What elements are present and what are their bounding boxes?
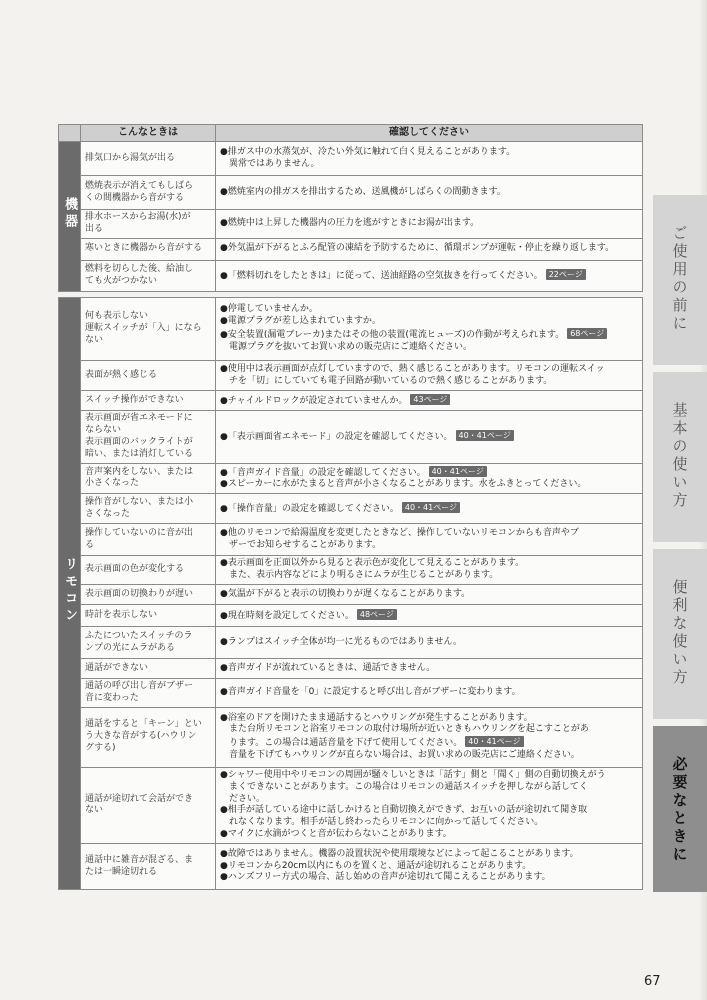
check-line <box>220 218 638 230</box>
condition-text: 燃料を切らした後、給油し <box>85 263 194 274</box>
condition-text: スイッチ操作ができない <box>85 394 184 405</box>
table-row <box>59 707 643 767</box>
page-reference-badge[interactable]: 68ページ <box>567 328 607 339</box>
side-tab-label: 必要なときに <box>670 756 689 864</box>
table-row <box>59 298 643 361</box>
check-line <box>220 376 638 388</box>
check-line <box>220 782 638 794</box>
condition-text: 何も表示しない <box>85 311 149 322</box>
check-text: ●音声ガイド音量を「0」に設定すると呼び出し音がブザーに変わります。 <box>220 686 521 697</box>
header-condition: こんなときは <box>81 125 216 142</box>
condition-cell <box>81 260 216 291</box>
check-text: ●他のリモコンで給湯温度を変更したときなど、操作していないリモコンからも音声やブ <box>220 527 579 538</box>
condition-cell <box>81 494 216 524</box>
side-tab-label: 便利な使い方 <box>670 579 689 687</box>
remocon-troubleshooting-table <box>58 297 643 890</box>
condition-text: 小さくなった <box>85 478 140 489</box>
condition-cell <box>81 411 216 464</box>
check-text: ●シャワー使用中やリモコンの周囲が騒々しいときは「話す」側と「聞く」側の自動切換えがう <box>220 769 606 780</box>
check-cell <box>216 679 643 708</box>
condition-cell <box>81 707 216 767</box>
table-row <box>59 679 643 708</box>
condition-cell <box>81 391 216 411</box>
condition-cell <box>81 767 216 843</box>
check-text: ●排ガス中の水蒸気が、冷たい外気に触れて白く見えることがあります。 <box>220 146 516 157</box>
condition-text: 暗い、または消灯している <box>85 448 194 459</box>
check-cell <box>216 707 643 767</box>
condition-text: 通話の呼び出し音がブザー <box>85 681 194 691</box>
condition-text: 排水ホースからお湯(水)が <box>85 212 191 222</box>
table-row <box>59 463 643 494</box>
condition-cell <box>81 679 216 708</box>
condition-text: 排気口から湯気が出る <box>85 152 176 163</box>
table-row <box>59 210 643 239</box>
check-text: ●ランプはスイッチ全体が均一に光るものではありません。 <box>220 636 463 647</box>
check-cell <box>216 556 643 585</box>
section-label-text: リモコン <box>62 556 78 625</box>
check-cell <box>216 238 643 260</box>
check-text: 電源プラグを抜いてお買い求めの販売店にご連絡ください。 <box>229 341 473 352</box>
condition-text: くの間機器から音がする <box>85 192 185 203</box>
table-row <box>59 238 643 260</box>
page-reference-badge[interactable]: 40・41ページ <box>402 502 460 513</box>
check-line <box>220 364 638 376</box>
check-cell <box>216 176 643 210</box>
page-reference-badge[interactable]: 40・41ページ <box>456 430 514 441</box>
check-text: ●燃焼中は上昇した機器内の圧力を逃がすときにお湯が出ます。 <box>220 217 480 228</box>
check-text: ●電源プラグが差し込まれていますか。 <box>220 316 381 327</box>
side-tab-basic-use[interactable] <box>653 372 707 542</box>
check-line <box>220 430 638 444</box>
table-row <box>59 767 643 843</box>
condition-cell <box>81 659 216 679</box>
table-row <box>59 391 643 411</box>
check-text: ●「音声ガイド音量」の設定を確認してください。 <box>220 467 426 478</box>
condition-cell <box>81 142 216 176</box>
kiki-troubleshooting-table <box>58 124 643 292</box>
condition-text: 寒いときに機器から音がする <box>85 243 203 254</box>
check-line <box>220 805 638 817</box>
condition-text: ならない <box>85 424 122 435</box>
table-row <box>59 627 643 659</box>
check-line <box>220 817 638 829</box>
check-text: ●停電していませんか。 <box>220 304 318 315</box>
check-cell <box>216 494 643 524</box>
check-line <box>220 794 638 806</box>
condition-cell <box>81 524 216 556</box>
check-text: ●表示画面を正面以外から見ると表示色が変化して見えることがあります。 <box>220 558 525 569</box>
condition-cell <box>81 463 216 494</box>
check-text: ●ハンズフリー方式の場合、話し始めの音声が途切れて聞こえることがあります。 <box>220 872 551 883</box>
check-line <box>220 829 638 841</box>
page-reference-badge[interactable]: 48ページ <box>357 609 397 620</box>
table-row <box>59 142 643 176</box>
check-line <box>220 304 638 316</box>
condition-cell <box>81 210 216 239</box>
check-line <box>220 159 638 171</box>
check-line <box>220 558 638 570</box>
table-row <box>59 556 643 585</box>
condition-text: 表示画面が省エネモードに <box>85 413 193 423</box>
table-row <box>59 494 643 524</box>
section-label <box>59 142 81 292</box>
condition-text: ない <box>85 334 104 345</box>
check-line <box>220 328 638 342</box>
check-line <box>220 187 638 199</box>
check-line <box>220 269 638 283</box>
table-row <box>59 176 643 210</box>
check-text: ●「燃料切れをしたときは」に従って、送油経路の空気抜きを行ってください。 <box>220 270 543 281</box>
check-text: ●「表示画面省エネモード」の設定を確認してください。 <box>220 431 453 442</box>
check-cell <box>216 463 643 494</box>
check-text: ●気温が下がると表示の切換わりが遅くなることがあります。 <box>220 588 471 599</box>
check-cell <box>216 585 643 605</box>
check-line <box>220 466 638 480</box>
header-blank <box>59 125 81 142</box>
condition-cell <box>81 298 216 361</box>
check-text: ●外気温が下がるとふろ配管の凍結を予防するために、循環ポンプが運転・停止を繰り返します。 <box>220 243 615 254</box>
table-row <box>59 605 643 627</box>
check-line <box>220 479 638 491</box>
check-text: ります。この場合は通話音量を下げて使用してください。 <box>229 738 463 749</box>
check-line <box>220 770 638 782</box>
condition-text: ても火がつかない <box>85 275 158 286</box>
check-line <box>220 872 638 884</box>
table-row <box>59 844 643 890</box>
check-line <box>220 637 638 649</box>
check-text: ●「操作音量」の設定を確認してください。 <box>220 503 399 514</box>
condition-text: う大きな音がする(ハウリン <box>85 731 197 742</box>
check-text: ●リモコンから20cm以内にものを置くと、通話が途切れることがあります。 <box>220 860 532 871</box>
condition-text: 出る <box>85 223 104 234</box>
condition-text: グする) <box>85 743 116 754</box>
check-text: ●使用中は表示画面が点灯していますので、熱く感じることがあります。リモコンの運転スイッ <box>220 363 605 374</box>
check-cell <box>216 391 643 411</box>
check-line <box>220 589 638 601</box>
check-line <box>220 316 638 328</box>
condition-text: 通話中に雑音が混ざる、ま <box>85 854 194 865</box>
check-text: ●マイクに水滴がつくと音が伝わらないことがあります。 <box>220 829 452 840</box>
check-text: ださい。 <box>229 793 266 804</box>
check-text: ●相手が話している途中に話しかけると自動切換えができず、お互いの話が途切れて聞き取 <box>220 805 588 816</box>
check-cell <box>216 524 643 556</box>
table-row <box>59 260 643 291</box>
condition-text: さくなった <box>85 508 131 519</box>
side-tab-before-use[interactable] <box>653 195 707 365</box>
check-text: また台所リモコンと浴室リモコンの取付け場所が近いときもハウリングを起こすことがあ <box>229 724 589 735</box>
table-header-row <box>59 125 643 142</box>
side-tab-when-needed[interactable] <box>653 726 707 892</box>
check-line <box>220 528 638 540</box>
check-line <box>220 540 638 552</box>
check-line <box>220 849 638 861</box>
check-cell <box>216 605 643 627</box>
check-cell <box>216 659 643 679</box>
check-line <box>220 861 638 873</box>
condition-cell <box>81 585 216 605</box>
condition-text: ない <box>85 805 104 816</box>
check-cell <box>216 260 643 291</box>
condition-text: 燃焼表示が消えてもしばら <box>85 180 194 191</box>
condition-text: 操作音がしない、または小 <box>85 496 194 507</box>
check-text: 音量を下げてもハウリングが直らない場合は、お買い求めの販売店にご連絡ください。 <box>229 750 580 761</box>
condition-text: ンプの光にムラがある <box>85 642 176 653</box>
table-row <box>59 585 643 605</box>
check-text: 異常ではありません。 <box>229 158 320 169</box>
check-line <box>220 243 638 255</box>
condition-cell <box>81 844 216 890</box>
page-reference-badge[interactable]: 40・41ページ <box>429 466 487 477</box>
table-row <box>59 524 643 556</box>
page-reference-badge[interactable]: 22ページ <box>546 269 586 280</box>
side-tab-label: ご使用の前に <box>670 225 689 333</box>
check-cell <box>216 844 643 890</box>
condition-text: 表示画面のバックライトが <box>85 436 193 447</box>
check-line <box>220 609 638 623</box>
condition-text: 時計を表示しない <box>85 609 158 620</box>
header-check: 確認してください <box>216 125 643 142</box>
condition-text: 操作していないのに音が出 <box>85 527 194 538</box>
section-label-text: 機器 <box>62 196 78 231</box>
condition-text: 音声案内をしない、または <box>85 466 194 477</box>
check-text: ザーでお知らせすることがあります。 <box>229 539 382 550</box>
condition-text: 通話が途切れて会話ができ <box>85 793 194 804</box>
check-text: ●現在時刻を設定してください。 <box>220 610 354 621</box>
condition-text: 表面が熱く感じる <box>85 369 158 380</box>
check-text: まくできないことがあります。この場合はリモコンの通話スイッチを押しながら話してく <box>229 781 588 792</box>
table-row <box>59 659 643 679</box>
check-line <box>220 736 638 750</box>
check-cell <box>216 142 643 176</box>
condition-cell <box>81 556 216 585</box>
check-line <box>220 713 638 725</box>
condition-text: 音に変わった <box>85 692 139 703</box>
condition-cell <box>81 238 216 260</box>
condition-cell <box>81 361 216 391</box>
check-line <box>220 570 638 582</box>
check-text: また、表示内容などにより明るさにムラが生じることがあります。 <box>229 570 499 581</box>
check-text: ●浴室のドアを開けたまま通話するとハウリングが発生することがあります。 <box>220 712 533 723</box>
check-cell <box>216 411 643 464</box>
check-text: ●安全装置(漏電ブレーカ)またはその他の装置(電流ヒューズ)の作動が考えられます。 <box>220 330 565 340</box>
check-text: ●故障ではありません。機器の設置状況や使用環境などによって起こることがあります。 <box>220 848 579 859</box>
check-text: ●チャイルドロックが設定されていませんか。 <box>220 395 408 406</box>
condition-text: ふたについたスイッチのラ <box>85 630 193 641</box>
condition-cell <box>81 627 216 659</box>
table-row <box>59 411 643 464</box>
check-line <box>220 687 638 699</box>
page-reference-badge[interactable]: 40・41ページ <box>465 736 523 747</box>
check-line <box>220 342 638 354</box>
check-text: チを「切」にしていても電子回路が動いているので熱く感じることがあります。 <box>229 375 553 386</box>
side-tab-convenient-use[interactable] <box>653 549 707 719</box>
condition-cell <box>81 605 216 627</box>
condition-cell <box>81 176 216 210</box>
check-line <box>220 502 638 516</box>
condition-text: 通話をすると「キーン」とい <box>85 719 202 730</box>
table-row <box>59 361 643 391</box>
condition-text: 運転スイッチが「入」になら <box>85 323 202 334</box>
check-line <box>220 663 638 675</box>
section-label <box>59 298 81 890</box>
check-line <box>220 724 638 736</box>
condition-text: 通話ができない <box>85 662 149 673</box>
check-cell <box>216 210 643 239</box>
side-tab-label: 基本の使い方 <box>670 402 689 510</box>
check-cell <box>216 767 643 843</box>
condition-text: たは一瞬途切れる <box>85 866 158 877</box>
check-line <box>220 394 638 408</box>
check-text: れなくなります。相手が話し終わったらリモコンに向かって話してください。 <box>229 817 544 828</box>
check-cell <box>216 627 643 659</box>
check-text: ●スピーカーに水がたまると音声が小さくなることがあります。水をふきとってください。 <box>220 479 587 490</box>
condition-text: 表示画面の色が変化する <box>85 564 185 575</box>
page-number: 67 <box>644 974 661 989</box>
check-text: ●燃焼室内の排ガスを排出するため、送風機がしばらくの間動きます。 <box>220 186 506 197</box>
check-cell <box>216 361 643 391</box>
check-line <box>220 147 638 159</box>
check-text: ●音声ガイドが流れているときは、通話できません。 <box>220 662 436 673</box>
check-cell <box>216 298 643 361</box>
condition-text: 表示画面の切換わりが遅い <box>85 588 194 599</box>
check-line <box>220 750 638 762</box>
condition-text: る <box>85 539 95 550</box>
page-reference-badge[interactable]: 43ページ <box>410 394 450 405</box>
